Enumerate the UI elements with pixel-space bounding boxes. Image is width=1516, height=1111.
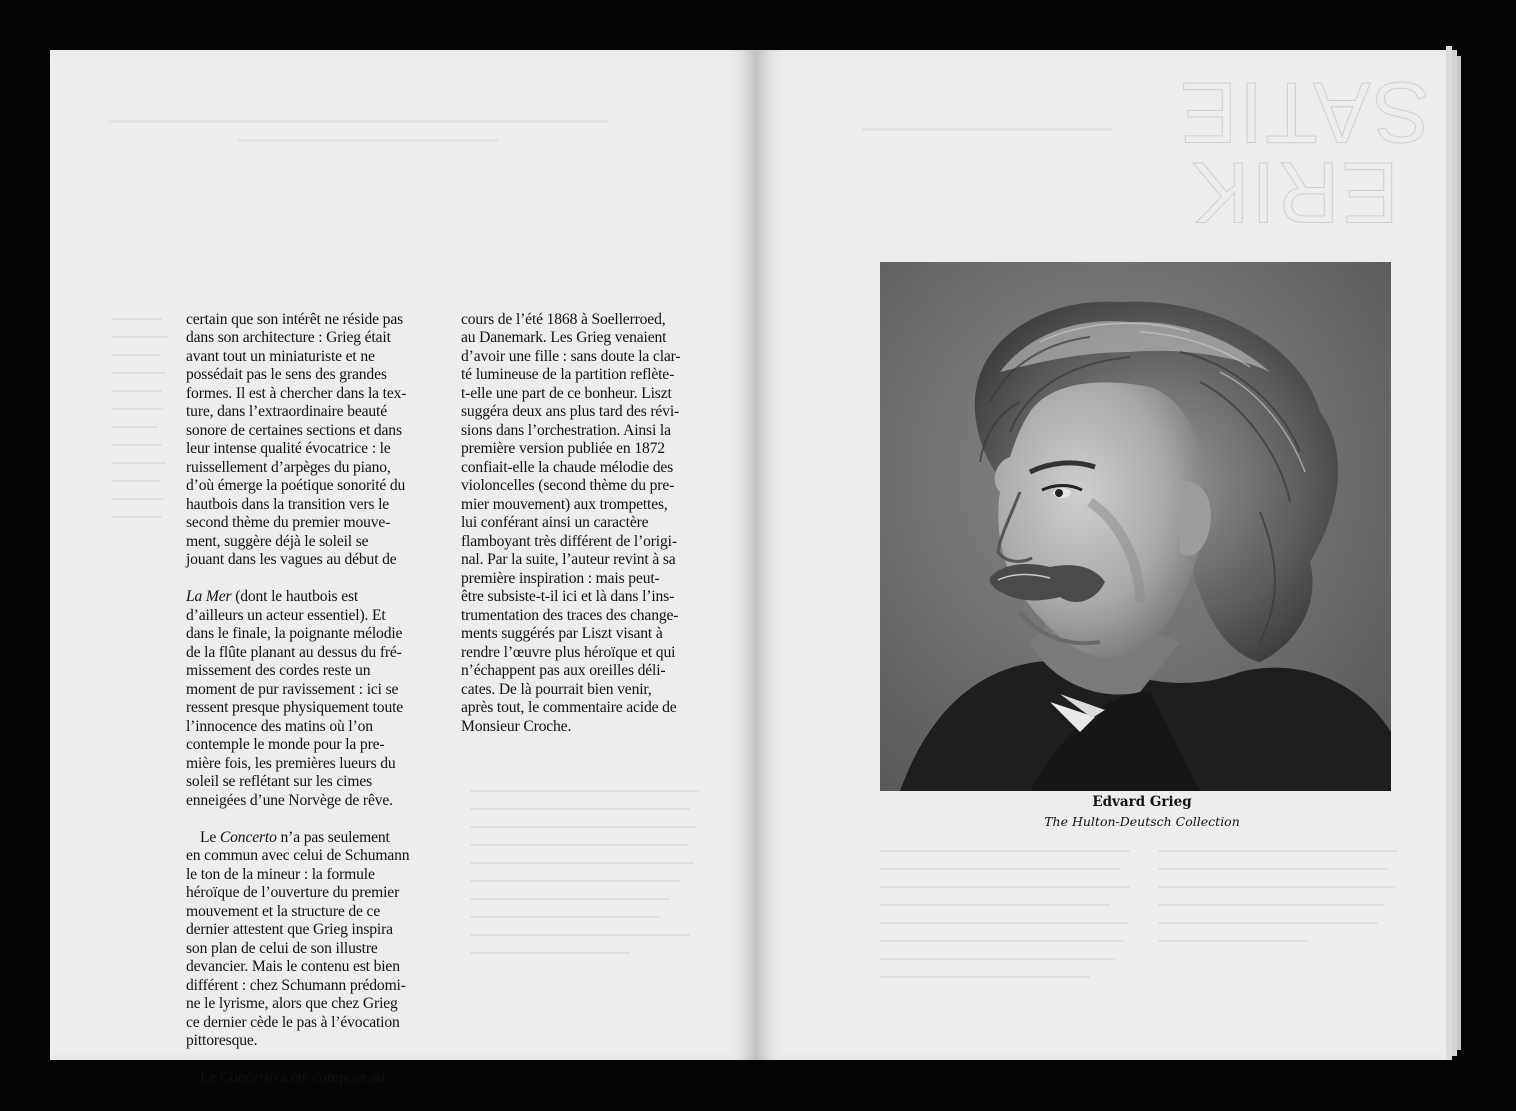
portrait-photo xyxy=(880,262,1391,791)
paragraph-text: n’a pas seulement en commun avec celui de Schumann le ton de la mineur : la formule héroïque de l’ouverture du premier mouvement et la structure de ce dernier attestent que Grieg inspira son plan de celui de son illustre devancier. Mais le contenu est bien différent : chez Schumann prédomi- ne le lyrisme, alors que chez Grieg ce dernier cède le pas à l’évocation pittoresque. xyxy=(186,828,410,1049)
paragraph xyxy=(186,829,452,1051)
paragraph-lead: Le xyxy=(200,828,220,846)
text-column-1 xyxy=(186,292,452,1106)
page-stack-edge xyxy=(1457,56,1461,1050)
text-column-2 xyxy=(461,292,723,755)
paragraph xyxy=(186,1069,452,1088)
paragraph xyxy=(461,311,723,737)
paragraph xyxy=(186,311,452,570)
paragraph-text: (dont le hautbois est d’ailleurs un acteur essentiel). Et dans le finale, la poignante mélodie de la flûte planant au dessus du fré- missement des cordes reste un moment de pur ravissement : ici se ressent presque physiquement toute l’innocence des matins où l’on contemple le monde pour la pre- mière fois, les premières lueurs du soleil se reflétant sur les cimes enneigées d’une Norvège de rêve. xyxy=(186,588,404,809)
italic-title: Concerto xyxy=(219,828,277,846)
italic-title: Concerto xyxy=(219,1069,277,1086)
paragraph xyxy=(186,588,452,810)
paragraph-lead: Le xyxy=(200,1069,220,1086)
paragraph-text: a été composé au xyxy=(276,1069,386,1086)
paragraph-text: certain que son intérêt ne réside pas dans son architecture : Grieg était avant tout un miniaturiste et ne possédait pas le sens des grandes formes. Il est à chercher dans la tex- ture, dans l’extraordinaire beauté sonore de certaines sections et dans leur intense qualité évocatrice : le ruissellement d’arpèges du piano, d’où émerge la poétique sonorité du hautbois dans la transition vers le second thème du premier mouve- ment, suggère déjà le soleil se jouant dans les vagues au début de xyxy=(186,310,407,568)
italic-title: La Mer xyxy=(186,588,232,605)
photo-caption-credit: The Hulton-Deutsch Collection xyxy=(1044,814,1240,829)
photo-caption-name: Edvard Grieg xyxy=(1092,794,1192,810)
paragraph-text: cours de l’été 1868 à Soellerroed, au Danemark. Les Grieg venaient d’avoir une fille : sans doute la clar- té lumineuse de la partition reflète- t-elle une part de ce bonheur. Liszt suggéra deux ans plus tard des révi- sions dans l’orchestration. Ainsi la première version publiée en 1872 confiait-elle la chaude mélodie des violoncelles (second thème du pre- mier mouvement) aux trompettes, lui conférant ainsi un caractère flamboyant très différent de l’origi- nal. Par la suite, l’auteur revint à sa première inspiration : mais peut- être subsiste-t-il ici et là dans l’ins- trumentation des traces des change- ments suggérés par Liszt visant à rendre l’œuvre plus héroïque et qui n’échappent pas aux oreilles déli- cates. De là pourrait bien venir, après tout, le commentaire acide de Monsieur Croche. xyxy=(461,310,681,735)
ghost-show-through-title: ERIK SATIE xyxy=(1177,64,1430,240)
portrait-photo-illustration xyxy=(880,262,1391,791)
